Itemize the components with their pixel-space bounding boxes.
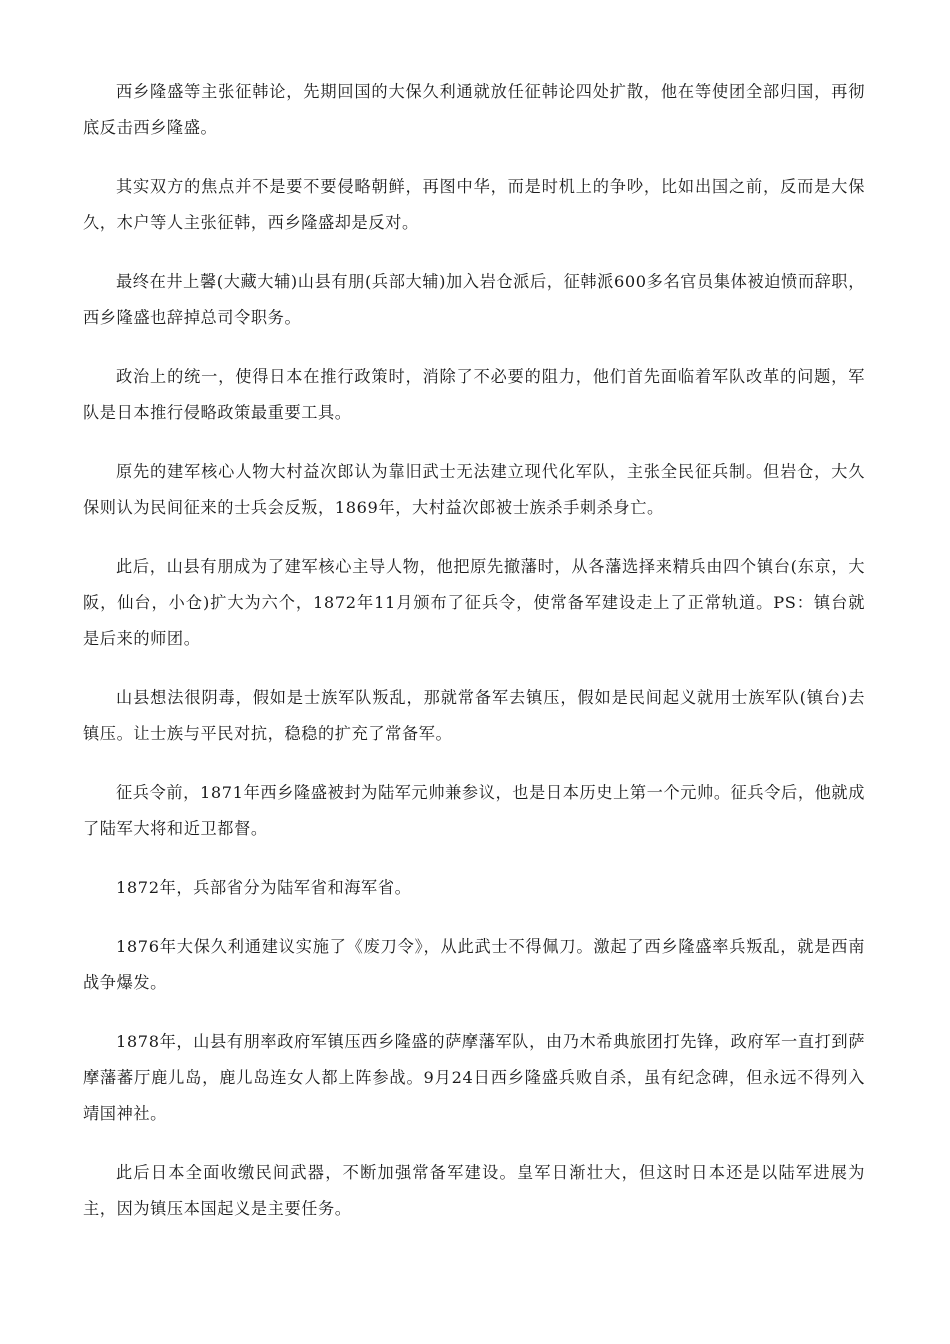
paragraph: 西乡隆盛等主张征韩论，先期回国的大保久利通就放任征韩论四处扩散，他在等使团全部归国，再彻底反击西乡隆盛。 xyxy=(83,82,865,137)
paragraph: 山县想法很阴毒，假如是士族军队叛乱，那就常备军去镇压，假如是民间起义就用士族军队(镇台)去镇压。让士族与平民对抗，稳稳的扩充了常备军。 xyxy=(83,688,865,743)
document-body xyxy=(83,74,865,1250)
paragraph: 最终在井上馨(大藏大辅)山县有朋(兵部大辅)加入岩仓派后，征韩派600多名官员集体被迫愤而辞职，西乡隆盛也辞掉总司令职务。 xyxy=(83,272,865,327)
paragraph: 1872年，兵部省分为陆军省和海军省。 xyxy=(116,878,412,897)
paragraph: 1876年大保久利通建议实施了《废刀令》，从此武士不得佩刀。激起了西乡隆盛率兵叛乱，就是西南战争爆发。 xyxy=(83,937,865,992)
paragraph: 政治上的统一，使得日本在推行政策时，消除了不必要的阻力，他们首先面临着军队改革的问题，军队是日本推行侵略政策最重要工具。 xyxy=(83,367,865,422)
paragraph: 原先的建军核心人物大村益次郎认为靠旧武士无法建立现代化军队，主张全民征兵制。但岩仓，大久保则认为民间征来的士兵会反叛，1869年，大村益次郎被士族杀手刺杀身亡。 xyxy=(83,462,865,517)
paragraph: 1878年，山县有朋率政府军镇压西乡隆盛的萨摩藩军队，由乃木希典旅团打先锋，政府军一直打到萨摩藩蕃厅鹿儿岛，鹿儿岛连女人都上阵参战。9月24日西乡隆盛兵败自杀，虽有纪念碑，但永远不得列入靖国神社。 xyxy=(83,1032,865,1123)
paragraph: 其实双方的焦点并不是要不要侵略朝鲜，再图中华，而是时机上的争吵，比如出国之前，反而是大保久，木户等人主张征韩，西乡隆盛却是反对。 xyxy=(83,177,865,232)
paragraph: 征兵令前，1871年西乡隆盛被封为陆军元帅兼参议，也是日本历史上第一个元帅。征兵令后，他就成了陆军大将和近卫都督。 xyxy=(83,783,865,838)
paragraph: 此后，山县有朋成为了建军核心主导人物，他把原先撤藩时，从各藩选择来精兵由四个镇台(东京，大阪，仙台，小仓)扩大为六个，1872年11月颁布了征兵令，使常备军建设走上了正常轨道。PS：镇台就是后来的师团。 xyxy=(83,557,865,648)
paragraph: 此后日本全面收缴民间武器，不断加强常备军建设。皇军日渐壮大，但这时日本还是以陆军进展为主，因为镇压本国起义是主要任务。 xyxy=(83,1163,865,1218)
